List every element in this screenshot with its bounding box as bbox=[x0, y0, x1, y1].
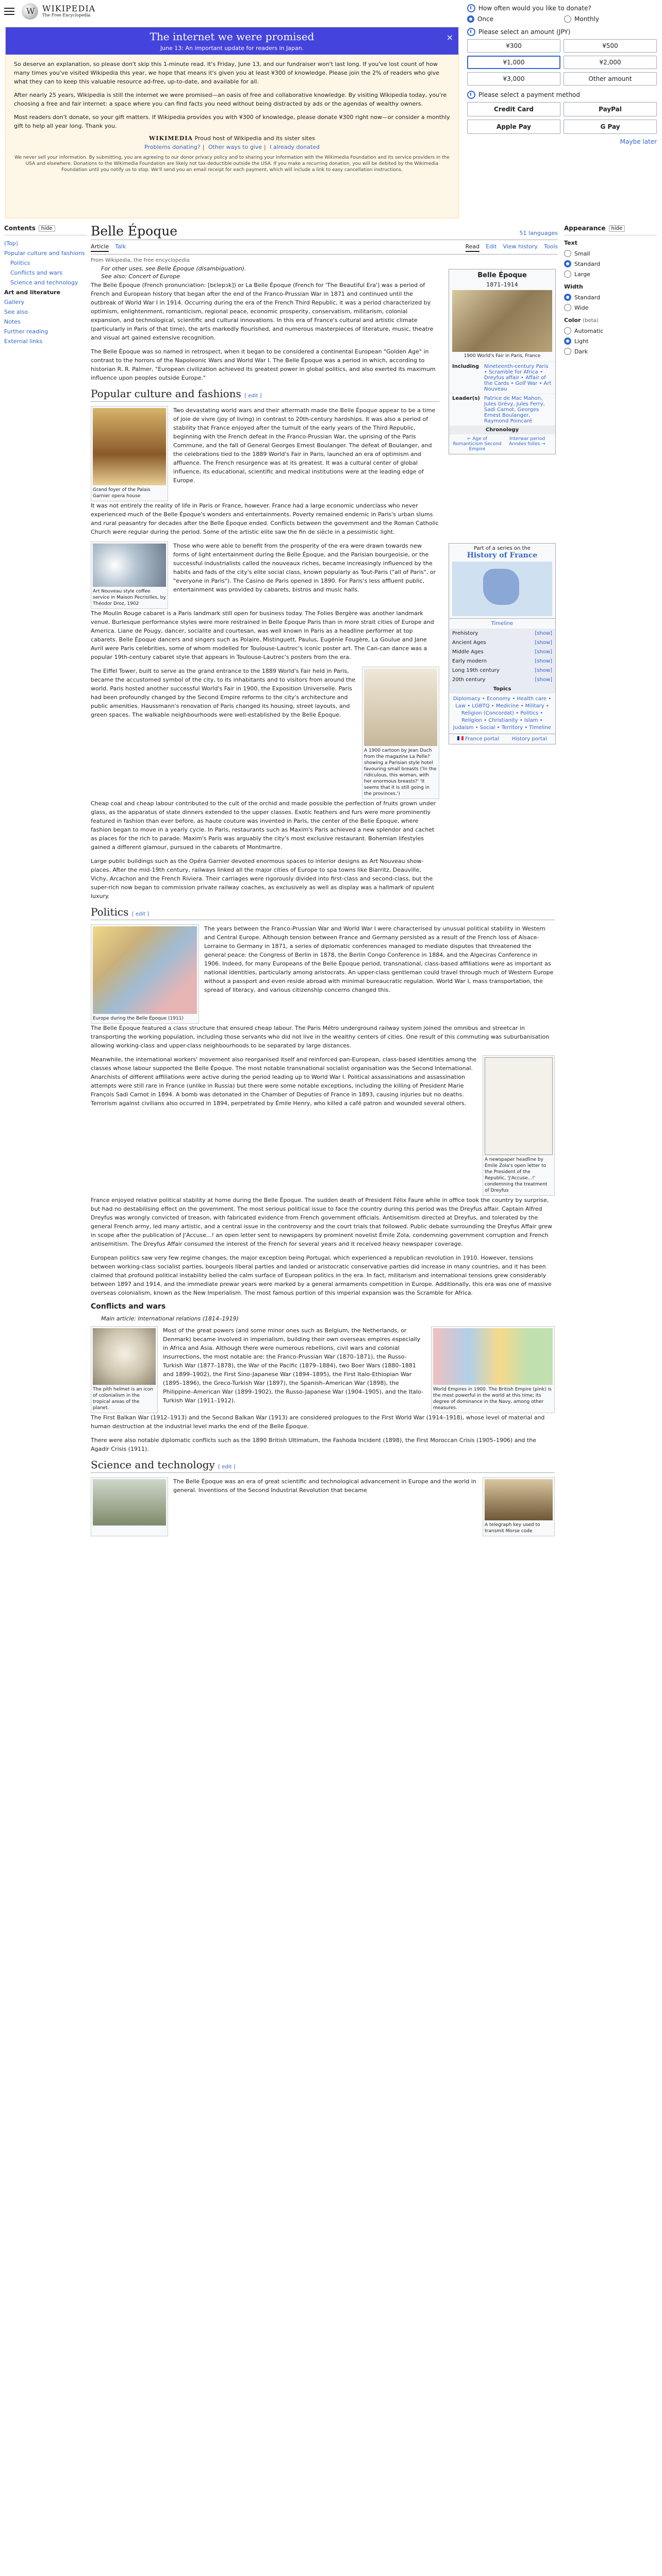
site-header bbox=[0, 0, 464, 23]
article-body-wide bbox=[91, 908, 555, 1536]
apple-pay-button[interactable]: Apple Pay bbox=[467, 120, 560, 134]
thumbnail bbox=[91, 1326, 158, 1413]
tab-history[interactable]: View history bbox=[503, 243, 538, 250]
thumbnail-caption: The pith helmet is an icon of colonialism in the tropical areas of the planet. bbox=[93, 1387, 154, 1411]
world-empires-map-image[interactable] bbox=[433, 1328, 553, 1385]
paragraph: Cheap coal and cheap labour contributed to the cult of the orchid and made possible the perfection of fruits grown under glass, as the apparatus of state dinners extended to the upper classes. Exotic feathers and furs were more prominently featured in fashion than ever before, as haute couture was invented in Paris, the center of the Belle Époque, where fashion began to move in a yearly cycle. In Paris, restaurants such as Maxim's Paris achieved a new splendor and cachet as places for the rich to parade. Maxim's Paris was arguably the city's most exclusive restaurant. Bohemian lifestyles gained a different glamour, pursued in the cabarets of Montmartre. bbox=[91, 800, 436, 851]
radio-icon[interactable] bbox=[564, 260, 571, 267]
paragraph: The Belle Époque was an era of great scientific and technological advancement in Europe and the world in general. Inventions of the Second Industrial Revolution that became bbox=[173, 1478, 476, 1494]
paragraph: Those who were able to benefit from the prosperity of the era were drawn towards new forms of light entertainment during the Belle Époque, and the Parisian bourgeoisie, or the successful industrialists called the nouveaux riches, became increasingly influenced by the habits and fads of the city's elite social class, known popularly as Tout-Paris ("all of Paris", or "everyone in Paris"). The Casino de Paris opened in 1890. For Paris's less affluent public, entertainment was provided by cabarets, bistros and music halls. bbox=[173, 543, 436, 593]
navbox-row[interactable]: Prehistory bbox=[452, 631, 478, 636]
option-label: Light bbox=[574, 337, 589, 345]
option-label: Once bbox=[477, 15, 494, 23]
wikimedia-wordmark: WIKIMEDIA bbox=[149, 135, 193, 142]
page-title: Belle Époque bbox=[91, 224, 178, 239]
color-label-text: Color bbox=[564, 317, 581, 324]
heading-text: Popular culture and fashions bbox=[91, 387, 241, 400]
hatnote: See also: Concert of Europe bbox=[101, 273, 180, 280]
banner-subtitle: June 13: An important update for readers in Japan. bbox=[6, 45, 458, 55]
navbox-row[interactable]: Early modern bbox=[452, 658, 487, 664]
article-body bbox=[91, 281, 439, 901]
tagline-from: From Wikipedia, the free encyclopedia bbox=[91, 258, 190, 263]
width-standard[interactable] bbox=[564, 292, 657, 302]
color-light[interactable] bbox=[564, 336, 657, 346]
option-label: Standard bbox=[574, 260, 601, 267]
google-pay-button[interactable]: G Pay bbox=[564, 120, 657, 134]
banner-paragraph: After nearly 25 years, Wikipedia is still the internet we were promised—an oasis of free and collaborative knowledge. By visiting Wikipedia today, you're choosing a free and fair internet: a space where you can find facts you need without being distracted by ads or the agendas of wealthy owners. bbox=[14, 92, 447, 107]
thumbnail bbox=[483, 1055, 555, 1196]
tab-article[interactable]: Article bbox=[91, 243, 109, 252]
thumbnail bbox=[91, 924, 199, 1024]
paragraph: Large public buildings such as the Opéra Garnier devoted enormous spaces to interior designs as Art Nouveau show-places. After the mid-19th century, railways linked all the major cities of Europe to spa towns like Biarritz, Deauville, Vichy, Arcachon and the French Riviera. Their carriages were rigorously divided into first-class and second-class, but the super-rich now began to commission private railway coaches, as exclusively as well as display was a hallmark of opulent luxury. bbox=[91, 858, 435, 900]
radio-icon[interactable] bbox=[564, 270, 571, 278]
timeline-link[interactable]: Timeline bbox=[449, 618, 555, 629]
show-toggle[interactable]: [show] bbox=[535, 649, 552, 655]
tab-edit[interactable]: Edit bbox=[486, 243, 497, 250]
navbox-row[interactable]: Ancient Ages bbox=[452, 640, 486, 646]
paragraph: The Eiffel Tower, built to serve as the grand entrance to the 1889 World's Fair held in Paris, became the accustomed symbol of the city, to its inhabitants and to visitors from around the world. Paris hosted another successful World's Fair in 1900, the Exposition Universelle. Paris had been profoundly changed by the Second Empire reforms to the city's architecture and public amenities. Haussmann's renovation of Paris changed its housing, street layouts, and green spaces. The walkable neighbourhoods were well-established by the Belle Époque. bbox=[91, 668, 356, 718]
text-size-large[interactable] bbox=[564, 269, 657, 279]
paragraph: The Belle Époque was so named in retrospect, when it began to be considered a continental European "Golden Age" in contrast to the horrors of the Napoleonic Wars and World War I. The Belle Époque was a period in which, according to historian R. R. Palmer, "European civilization achieved its greatest power in global politics, and also exerted its maximum influence upon peoples outside Europe." bbox=[91, 348, 436, 381]
banner-signature bbox=[6, 135, 458, 142]
europe-map-image[interactable] bbox=[93, 926, 197, 1014]
thumbnail-caption: World Empires in 1900. The British Empire (pink) is the most powerful in the world at this time; its degree of dominance in the Navy, among other measures. bbox=[433, 1387, 552, 1411]
thumbnail-caption: A telegraph key used to transmit Morse code bbox=[485, 1522, 540, 1534]
paypal-button[interactable]: PayPal bbox=[564, 102, 657, 116]
tab-tools[interactable]: Tools bbox=[543, 243, 558, 250]
navbox-part: Part of a series on the bbox=[474, 546, 531, 551]
heading-text: Politics bbox=[91, 906, 129, 918]
already-donated-link[interactable]: I already donated bbox=[270, 144, 320, 150]
navbox-title[interactable]: History of France bbox=[467, 551, 538, 560]
thumbnail-caption: Art Nouveau style coffee service in Maison Pecrisilles, by Théodor Droz, 1902 bbox=[93, 589, 166, 606]
hatnote: Main article: International relations (1814–1919) bbox=[101, 1315, 239, 1322]
paragraph: France enjoyed relative political stability at home during the Belle Époque. The sudden death of President Félix Faure while in office took the country by surprise, but had no destabilising effect on the government. The most serious political issue to face the country during this period was the Dreyfus affair. Captain Alfred Dreyfus was wrongly convicted of treason, with fabricated evidence from French government officials. Antisemitism directed at Dreyfus, and tolerated by the general French army, led many artistic, and a central issue in the controversy and the court trials that followed. Public debate surrounding the Dreyfus Affair grew in scope after the publication of J'Accuse...! an open letter sent to newspapers by prominent novelist Émile Zola, condemning government corruption and French antisemitism. The Dreyfus Affair consumed the interest of the French for several years and it received heavy newspaper coverage. bbox=[91, 1197, 552, 1247]
toc-item[interactable]: Further reading bbox=[4, 328, 48, 335]
toc-title: Contents bbox=[4, 225, 36, 232]
thumbnail-caption: Grand foyer of the Palais Garnier opera house bbox=[93, 487, 151, 499]
next-era-link[interactable]: Interwar period Années folles → bbox=[509, 436, 545, 447]
infobox-value[interactable]: Nineteenth-century Paris • Scramble for Africa • Dreyfus affair • Affair of the Cards • Golf War • Art Nouveau bbox=[484, 364, 552, 392]
wordmark: WIKIPEDIA bbox=[42, 4, 96, 14]
other-amount-input[interactable]: Other amount bbox=[564, 72, 657, 86]
radio-icon[interactable] bbox=[564, 304, 571, 311]
paragraph: European politics saw very few regime changes, the major exception being Portugal, which experienced a republican revolution in 1910. However, tensions between working-class socialist parties, bourgeois liberal parties and landed or aristocratic conservative parties did increase in many countries, and it has been claimed that profound political instability belied the calm surface of European politics in the era. In fact, militarism and international tensions grew considerably between 1897 and 1914, and the immediate prewar years were marked by a general armaments competition in Europe. Additionally, this era was one of massive overseas colonialism, known as the New Imperialism. The most famous portion of this imperial expansion was the Scramble for Africa. bbox=[91, 1255, 552, 1296]
infobox bbox=[449, 269, 556, 454]
paragraph: The Moulin Rouge cabaret is a Paris landmark still open for business today. The Folies Bergère was another landmark venue. Burlesque performance styles were more restrained in Belle Époque Paris than in more strait cities of Europe and America. Liane de Pougy, dancer, socialite and courtesan, was well known in Paris as a headline performer at top cabarets. Belle Époque dancers and singers such as Polaire, Mistinguett, Paulus, Eugénie Fougère, La Goulue and Jane Avril were Paris celebrities, some of whom modelled for Toulouse-Lautrec's iconic poster art. The Can-can dance was a popular 19th-century cabaret style that appears in Toulouse-Lautrec's posters from the era. bbox=[91, 610, 434, 660]
radio-icon[interactable] bbox=[467, 15, 474, 23]
radio-icon[interactable] bbox=[564, 327, 571, 334]
infobox-value[interactable]: Patrice de Mac Mahon, Jules Grévy, Jules Ferry, Sadi Carnot, Georges Ernest Boulanger, Raymond Poincaré bbox=[484, 396, 545, 424]
question-text: Please select a payment method bbox=[478, 91, 581, 98]
once-option[interactable] bbox=[467, 15, 560, 23]
wikipedia-globe-icon[interactable] bbox=[22, 3, 38, 20]
thumbnail bbox=[483, 1477, 555, 1536]
text-size-standard[interactable] bbox=[564, 259, 657, 269]
appearance-title: Appearance bbox=[564, 225, 606, 232]
paragraph: The years between the Franco-Prussian War and World War I were characterised by unusual political stability in Western and Central Europe. Although tension between France and Germany persisted as a result of the French loss of Alsace-Lorraine to Germany in 1871, a series of diplomatic conferences managed to mediate disputes that threatened the general peace: the Congress of Berlin in 1878, the Berlin Congo Conference in 1884, and the Algeciras Conference in 1906. Indeed, for many Europeans of the Belle Époque period, transnational, class-based affiliations were as important as national identities, particularly among aristocrats. An upper-class gentleman could travel through much of Western Europe without a passport and even reside abroad with minimal bureaucratic regulation. World War I, mass transportation, the spread of literacy, and various citizenship concerns changed this. bbox=[204, 925, 554, 993]
option-label: Small bbox=[574, 250, 590, 257]
amount-option[interactable]: ¥3,000 bbox=[467, 72, 560, 86]
banner-title: The internet we were promised bbox=[6, 27, 458, 45]
toc-hide-button[interactable]: hide bbox=[39, 225, 55, 232]
amount-option[interactable]: ¥300 bbox=[467, 39, 560, 53]
toc-item[interactable]: (Top) bbox=[4, 240, 19, 247]
thumbnail bbox=[91, 541, 168, 609]
toc-item[interactable]: Popular culture and fashions bbox=[4, 250, 85, 257]
banner-paragraph: So deserve an explanation, so please don't skip this 1-minute read. It's Friday, June 13, and our fundraiser won't last long. If you've lost count of how many times you've visited Wikipedia this year, we hope that means it's given you at least ¥300 of knowledge. Please join the 2% of readers who give what they can to keep this valuable resource ad-free, up-to-date, and available for all. bbox=[14, 61, 440, 85]
section-edit-link[interactable]: [ edit ] bbox=[218, 1464, 236, 1470]
france-shape bbox=[483, 569, 519, 605]
laurore-image[interactable] bbox=[485, 1057, 553, 1155]
tab-read[interactable]: Read bbox=[466, 243, 480, 252]
portal-label: France portal bbox=[465, 736, 500, 742]
donation-panel bbox=[467, 4, 657, 159]
infobox-caption: 1900 World's Fair in Paris, France bbox=[464, 353, 541, 359]
appearance-hide-button[interactable]: hide bbox=[609, 225, 625, 232]
text-size-small[interactable] bbox=[564, 248, 657, 259]
article bbox=[91, 222, 558, 1536]
tab-talk[interactable]: Talk bbox=[115, 243, 126, 250]
navbox-topics[interactable]: Diplomacy • Economy • Health care • Law • LGBTQ • Medicine • Military • Religion (Concordat) • Politics • Religion • Christianity • Islam • Judaism • Social • Territory • Timeline bbox=[453, 696, 552, 731]
option-label: Standard bbox=[574, 294, 601, 301]
grand-foyer-image[interactable] bbox=[93, 408, 166, 485]
section-edit-link[interactable]: [ edit ] bbox=[131, 911, 150, 917]
infobox-title: Belle Époque bbox=[477, 272, 527, 279]
section-edit-link[interactable]: [ edit ] bbox=[244, 393, 262, 399]
radio-icon[interactable] bbox=[564, 250, 571, 257]
toc-item[interactable]: Notes bbox=[4, 318, 21, 325]
fundraising-banner bbox=[5, 27, 459, 218]
toc-item[interactable]: See also bbox=[4, 309, 28, 315]
language-button[interactable]: 51 languages bbox=[519, 230, 558, 236]
toc-item[interactable]: Politics bbox=[10, 260, 30, 266]
telegraph-key-image[interactable] bbox=[485, 1479, 553, 1520]
show-toggle[interactable]: [show] bbox=[535, 631, 552, 636]
color-dark[interactable] bbox=[564, 346, 657, 357]
banner-links: Problems donating? | Other ways to give | I already donated bbox=[144, 144, 320, 150]
width-wide[interactable] bbox=[564, 302, 657, 313]
pith-helmet-image[interactable] bbox=[93, 1328, 156, 1385]
banner-paragraph: Most readers don't donate, so your gift matters. If Wikipedia provides you with ¥300 of knowledge, please donate ¥300 right now—or consider a monthly gift to help all year long. Thank you. bbox=[14, 114, 450, 129]
infobox-key: Including bbox=[452, 364, 479, 369]
paragraph: The Belle Époque (French pronunciation: [bɛlepɔk]) or La Belle Époque (French for 'The Beautiful Era') was a period of French and European history that began after the end of the Franco-Prussian War in 1871 and continued until the outbreak of World War I in 1914. Occurring during the era of the French Third Republic, it was a period characterized by optimism, enlightenment, romanticism, regional peace, economic prosperity, conservatism, militarism, colonial expansion, and technological, scientific and cultural innovations. In this era of France's cultural and artistic climate (particularly in Paris of that time), the arts markedly flourished, and numerous masterpieces of literature, music, theatre and visual art gained extensive recognition. bbox=[91, 282, 434, 341]
option-label: Dark bbox=[574, 348, 588, 355]
monthly-option[interactable] bbox=[564, 15, 657, 23]
thumbnail-caption: A newspaper headline by Émile Zola's open letter to the President of the Republic, 'J'Accuse...!' condemning the treatment of Dreyfus bbox=[485, 1157, 548, 1193]
paragraph: Two devastating world wars and their aftermath made the Belle Époque appear to be a time of joie de vivre (joy of living) in contrast to 20th-century hardships. It was also a period of stability that France enjoyed after the tumult of the early years of the Third Republic, beginning with the French defeat in the Franco-Prussian War, the uprising of the Paris Commune, and the fall of General Georges Ernest Boulanger. The defeat of Boulanger, and the celebrations tied to the 1889 World's Fair in Paris, launched an era of optimism and affluence. The French resurgence was at its greatest. It was a cultural center of global influence, its educational, scientific and medical institutions were at the leading edge of Europe. bbox=[173, 407, 436, 484]
paragraph: It was not entirely the reality of life in Paris or France, however. France had a large economic underclass who never experienced much of the Belle Époque's wonders and entertainments. Poverty remained endemic in Paris's urban slums and rural peasantry for decades after the Belle Époque ended. Conflicts between the government and the Roman Catholic Church were regular during the period. Some of the artistic elite saw the fin de siècle in a pessimistic light. bbox=[91, 502, 439, 535]
radio-icon[interactable] bbox=[564, 337, 571, 345]
navbox-row[interactable]: Middle Ages bbox=[452, 649, 484, 655]
thumbnail bbox=[91, 1477, 168, 1536]
wikipedia-logo[interactable] bbox=[42, 5, 95, 18]
toc-item[interactable]: Science and technology bbox=[10, 279, 78, 286]
option-label: Wide bbox=[574, 304, 589, 311]
navbox-row[interactable]: Long 19th century bbox=[452, 668, 500, 673]
tagline: The Free Encyclopedia bbox=[42, 13, 91, 18]
coffee-service-image[interactable] bbox=[93, 544, 166, 587]
early-car-image[interactable] bbox=[93, 1479, 166, 1526]
toc-item[interactable]: Conflicts and wars bbox=[10, 269, 63, 276]
other-ways-link[interactable]: Other ways to give bbox=[208, 144, 262, 150]
show-toggle[interactable]: [show] bbox=[535, 677, 552, 683]
toc-item[interactable]: Art and literature bbox=[4, 289, 61, 296]
cartoon-image[interactable] bbox=[364, 669, 437, 746]
radio-icon[interactable] bbox=[564, 294, 571, 301]
toc-item[interactable]: Gallery bbox=[4, 299, 25, 306]
info-icon bbox=[467, 91, 475, 99]
amount-option[interactable]: ¥500 bbox=[564, 39, 657, 53]
info-icon bbox=[467, 4, 475, 12]
problems-donating-link[interactable]: Problems donating? bbox=[144, 144, 201, 150]
page-tabs bbox=[91, 240, 558, 255]
section-heading-popular-culture bbox=[91, 389, 439, 402]
prev-era-link[interactable]: ← Age of Romanticism Second Empire bbox=[453, 436, 502, 452]
section-heading-conflicts: Conflicts and wars bbox=[91, 1302, 166, 1311]
color-label bbox=[564, 317, 657, 324]
show-toggle[interactable]: [show] bbox=[535, 658, 552, 664]
france-portal-link[interactable] bbox=[457, 736, 499, 742]
paragraph: Meanwhile, the international workers' movement also reorganised itself and reinforced pan-European, class-based identities among the classes whose labour supported the Belle Époque. The most notable transnational socialist organisation was the Second International. Anarchists of different affiliations were active during the period leading up to World War I. Political assassinations and assassination attempts were still rare in France (unlike in Russia) but there were some notable exceptions, including the killing of President Marie François Sadi Carnot in 1894. A bomb was detonated in the Chamber of Deputies of France in 1893, causing injuries but no deaths. Terrorism against civilians also occurred in 1894, perpetrated by Émile Henry, who killed a café patron and wounded several others. bbox=[91, 1056, 477, 1107]
banner-fine-print: We never sell your information. By submitting, you are agreeing to our donor privacy policy and to sharing your information with the Wikimedia Foundation and its service providers in the USA and elsewhere. Donations to the Wikimedia Foundation are likely not tax-deductible outside the USA. If you make a recurring donation, you will be debited by the Wikimedia Foundation until you notify us to stop. We'll send you an email receipt for each payment, which will include a link to easy cancellation instructions. bbox=[14, 155, 450, 173]
navbox-row[interactable]: 20th century bbox=[452, 677, 486, 683]
page-title-row bbox=[91, 222, 558, 240]
france-flag-icon bbox=[457, 736, 464, 740]
option-label: Large bbox=[574, 270, 590, 278]
appearance-panel bbox=[564, 225, 657, 357]
table-of-contents bbox=[4, 225, 87, 346]
radio-icon[interactable] bbox=[564, 15, 571, 23]
section-heading-politics bbox=[91, 908, 555, 920]
option-label: Monthly bbox=[574, 15, 600, 23]
history-of-france-navbox bbox=[449, 543, 556, 744]
paragraph: Most of the great powers (and some minor ones such as Belgium, the Netherlands, or Denmark) became involved in imperialism, building their own overseas empires especially in Africa and Asia. Although there were numerous rebellions, civil wars and colonial insurrections, the most notable are: the Franco-Prussian War (1870–1871), the Russo-Turkish War (1877–1878), the War of the Pacific (1879–1884), two Boer Wars (1880–1881 and 1899–1902), the First Sino-Japanese War (1894–1895), the First Italo-Ethiopian War (1895–1896), the Greco-Turkish War (1897), the Spanish–American War (1898), the Philippine–American War (1899–1902), the Russo-Japanese War (1904–1905), and the Italo-Turkish War (1911–1912). bbox=[163, 1327, 423, 1404]
toc-item[interactable]: External links bbox=[4, 338, 43, 345]
paragraph: There were also notable diplomatic conflicts such as the 1890 British Ultimatum, the Fashoda Incident (1898), the First Moroccan Crisis (1905–1906) and the Agadir Crisis (1911). bbox=[91, 1437, 536, 1452]
amount-option[interactable]: ¥2,000 bbox=[564, 56, 657, 69]
maybe-later-link[interactable]: Maybe later bbox=[620, 138, 657, 145]
payment-question bbox=[467, 91, 657, 99]
beta-label: (beta) bbox=[583, 318, 599, 324]
credit-card-button[interactable]: Credit Card bbox=[467, 102, 560, 116]
thumbnail bbox=[362, 667, 439, 799]
infobox-key: Leader(s) bbox=[452, 396, 480, 401]
section-heading-science bbox=[91, 1461, 555, 1473]
info-icon bbox=[467, 28, 475, 36]
text-size-label: Text bbox=[564, 240, 577, 246]
thumbnail-caption: A 1900 cartoon by Jean Duch from the magazine La Pelle? showing a Parisian style hotel favouring small breasts ('In the ridiculous, this woman, with her enormous breasts?' 'It seems that it is still going in the provinces.') bbox=[364, 748, 437, 796]
thumbnail bbox=[91, 406, 168, 501]
width-label: Width bbox=[564, 283, 583, 290]
paragraph: The Belle Époque featured a class structure that ensured cheap labour. The Paris Métro underground railway system joined the omnibus and streetcar in transporting the working population, including those servants who did not live in the wealthy centers of cities. One result of this commuting was suburbanisation allowing working-class and upper-class neighbourhoods to be separated by large distances. bbox=[91, 1025, 550, 1049]
paragraph: The First Balkan War (1912–1913) and the Second Balkan War (1913) are considered prologues to the First World War (1914–1918), whose level of material and human destruction at the industrial level marks the end of the Belle Époque. bbox=[91, 1414, 545, 1430]
question-text: How often would you like to donate? bbox=[478, 5, 591, 12]
infobox-years: 1871–1914 bbox=[486, 281, 518, 288]
heading-text: Science and technology bbox=[91, 1459, 215, 1471]
signature-text: Proud host of Wikipedia and its sister sites bbox=[194, 135, 315, 142]
thumbnail-caption: Europe during the Belle Époque (1911) bbox=[93, 1016, 184, 1021]
amount-option[interactable]: ¥1,000 bbox=[467, 56, 560, 69]
frequency-question bbox=[467, 4, 657, 12]
close-icon[interactable]: × bbox=[446, 32, 453, 42]
question-text: Please select an amount (JPY) bbox=[478, 28, 571, 36]
color-automatic[interactable] bbox=[564, 326, 657, 336]
option-label: Automatic bbox=[574, 327, 604, 334]
show-toggle[interactable]: [show] bbox=[535, 640, 552, 646]
show-toggle[interactable]: [show] bbox=[535, 668, 552, 673]
history-portal-link[interactable]: History portal bbox=[511, 736, 547, 742]
thumbnail bbox=[431, 1326, 555, 1413]
main-menu-icon[interactable] bbox=[4, 8, 14, 15]
world-fair-image[interactable] bbox=[452, 290, 552, 352]
france-map-image[interactable] bbox=[452, 562, 552, 616]
chronology-header: Chronology bbox=[449, 426, 555, 434]
amount-question bbox=[467, 28, 657, 36]
topics-header: Topics bbox=[493, 686, 511, 692]
hatnote: For other uses, see Belle Époque (disambiguation). bbox=[101, 265, 246, 272]
radio-icon[interactable] bbox=[564, 348, 571, 355]
